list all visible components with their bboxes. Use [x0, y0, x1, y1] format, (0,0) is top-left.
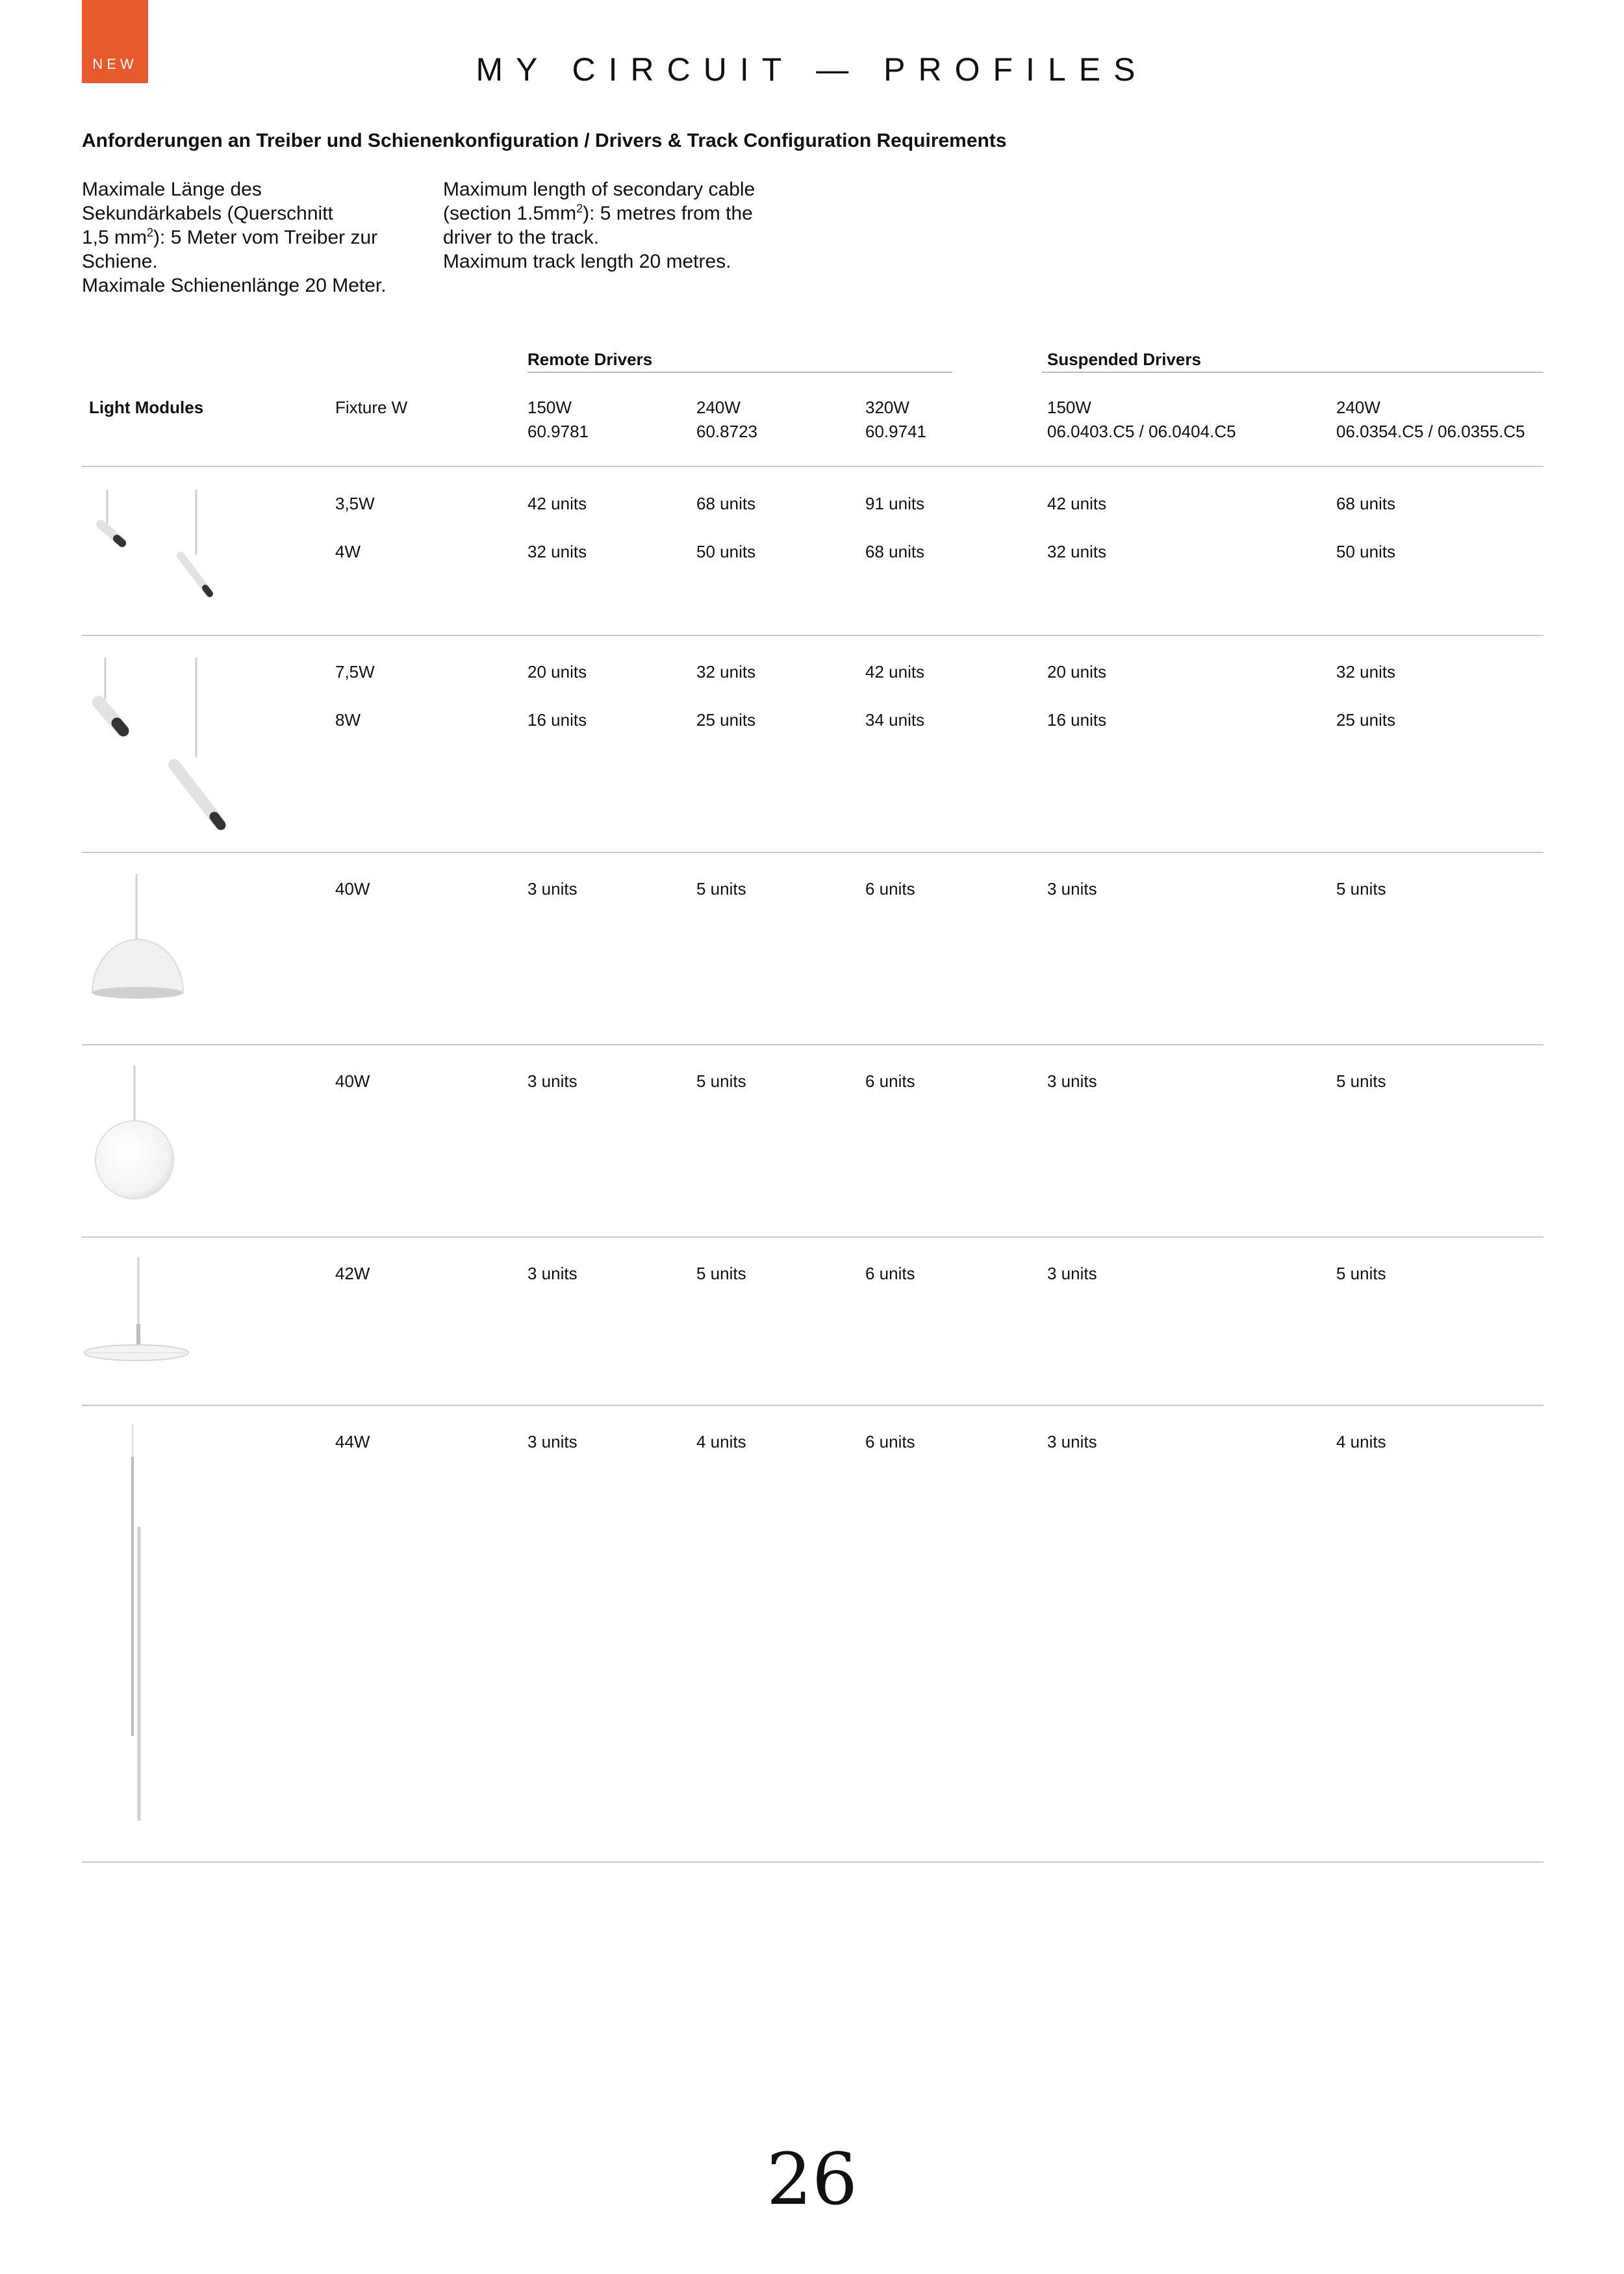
- globe-pendant-icon: [84, 1062, 201, 1205]
- units-cell: 3 units: [1047, 1264, 1097, 1283]
- units-cell: 6 units: [865, 1071, 915, 1091]
- intro-en-line: Maximum length of secondary cable: [443, 179, 755, 200]
- intro-de-line: Maximale Schienenlänge 20 Meter.: [82, 275, 387, 296]
- units-cell: 32 units: [527, 542, 587, 561]
- light-modules-header: Light Modules: [89, 398, 204, 417]
- units-cell: 32 units: [1336, 662, 1396, 682]
- units-cell: 16 units: [1047, 710, 1107, 730]
- intro-de-line: 1,5 $mm^2$): 5 Meter vom Treiber zur: [82, 226, 378, 248]
- intro-german: [82, 177, 420, 298]
- table-rule: [82, 466, 1543, 467]
- fixture-watt: 40W: [335, 1071, 370, 1091]
- intro-de-line: Maximale Länge des: [82, 179, 262, 200]
- intro-de-line: Sekundärkabels (Querschnitt: [82, 203, 333, 224]
- linear-pendant-icon: [123, 1423, 149, 1839]
- units-cell: 91 units: [865, 494, 925, 513]
- fixture-watt: 3,5W: [335, 494, 375, 513]
- units-cell: 50 units: [696, 542, 756, 561]
- units-cell: 6 units: [865, 879, 915, 899]
- intro-en-line: (section $1.5mm^2$): 5 metres from the: [443, 202, 753, 224]
- page-title: MY CIRCUIT — PROFILES: [476, 51, 1148, 88]
- units-cell: 3 units: [1047, 1071, 1097, 1091]
- units-cell: 5 units: [1336, 1264, 1386, 1283]
- units-cell: 25 units: [1336, 710, 1396, 730]
- table-rule: [82, 635, 1543, 636]
- driver-header-suspended-150w: 150W 06.0403.C5 / 06.0404.C5: [1047, 398, 1236, 441]
- units-cell: 32 units: [696, 662, 756, 682]
- disc-pendant-icon: [81, 1254, 211, 1371]
- page-number: 26: [767, 2138, 857, 2221]
- units-cell: 4 units: [1336, 1432, 1386, 1451]
- table-rule: [82, 1405, 1543, 1406]
- units-cell: 50 units: [1336, 542, 1396, 561]
- units-cell: 3 units: [527, 1432, 577, 1451]
- driver-header-remote-240w: 240W 60.8723: [696, 398, 757, 441]
- driver-header-remote-150w: 150W 60.9781: [527, 398, 589, 441]
- units-cell: 5 units: [1336, 1071, 1386, 1091]
- new-badge-label: NEW: [92, 56, 138, 72]
- tube-spot-large-icon: [84, 653, 240, 841]
- units-cell: 42 units: [527, 494, 587, 513]
- tube-spot-small-icon: [84, 484, 240, 607]
- fixture-watt: 42W: [335, 1264, 370, 1283]
- intro-en-line: Maximum track length 20 metres.: [443, 251, 731, 272]
- units-cell: 68 units: [865, 542, 925, 561]
- table-rule: [82, 1044, 1543, 1045]
- fixture-watt: 8W: [335, 710, 361, 730]
- remote-drivers-heading: Remote Drivers: [527, 350, 653, 369]
- intro-en-line: driver to the track.: [443, 227, 600, 248]
- intro-english: [443, 177, 807, 274]
- units-cell: 5 units: [696, 1264, 746, 1283]
- units-cell: 20 units: [1047, 662, 1107, 682]
- units-cell: 5 units: [696, 1071, 746, 1091]
- units-cell: 3 units: [1047, 879, 1097, 899]
- table-rule: [82, 1236, 1543, 1238]
- units-cell: 25 units: [696, 710, 756, 730]
- units-cell: 68 units: [696, 494, 756, 513]
- remote-drivers-rule: [527, 372, 952, 373]
- suspended-drivers-rule: [1042, 372, 1543, 373]
- units-cell: 34 units: [865, 710, 925, 730]
- fixture-watt: 44W: [335, 1432, 370, 1451]
- fixture-watt: 7,5W: [335, 662, 375, 682]
- units-cell: 5 units: [1336, 879, 1386, 899]
- units-cell: 32 units: [1047, 542, 1107, 561]
- driver-header-suspended-240w: 240W 06.0354.C5 / 06.0355.C5: [1336, 398, 1525, 441]
- units-cell: 6 units: [865, 1432, 915, 1451]
- table-rule: [82, 1861, 1543, 1863]
- units-cell: 20 units: [527, 662, 587, 682]
- units-cell: 3 units: [527, 1264, 577, 1283]
- dome-pendant-icon: [84, 871, 201, 1007]
- units-cell: 68 units: [1336, 494, 1396, 513]
- units-cell: 4 units: [696, 1432, 746, 1451]
- section-subheading: Anforderungen an Treiber und Schienenkonfiguration / Drivers & Track Configuration Requirements: [82, 130, 1007, 151]
- suspended-drivers-heading: Suspended Drivers: [1047, 350, 1201, 369]
- table-rule: [82, 852, 1543, 853]
- units-cell: 42 units: [1047, 494, 1107, 513]
- fixture-watt: 4W: [335, 542, 361, 561]
- units-cell: 42 units: [865, 662, 925, 682]
- units-cell: 16 units: [527, 710, 587, 730]
- intro-de-line: Schiene.: [82, 251, 158, 272]
- units-cell: 5 units: [696, 879, 746, 899]
- fixture-watt: 40W: [335, 879, 370, 899]
- units-cell: 3 units: [527, 879, 577, 899]
- fixture-w-header: Fixture W: [335, 398, 408, 417]
- units-cell: 3 units: [1047, 1432, 1097, 1451]
- units-cell: 6 units: [865, 1264, 915, 1283]
- units-cell: 3 units: [527, 1071, 577, 1091]
- driver-header-remote-320w: 320W 60.9741: [865, 398, 926, 441]
